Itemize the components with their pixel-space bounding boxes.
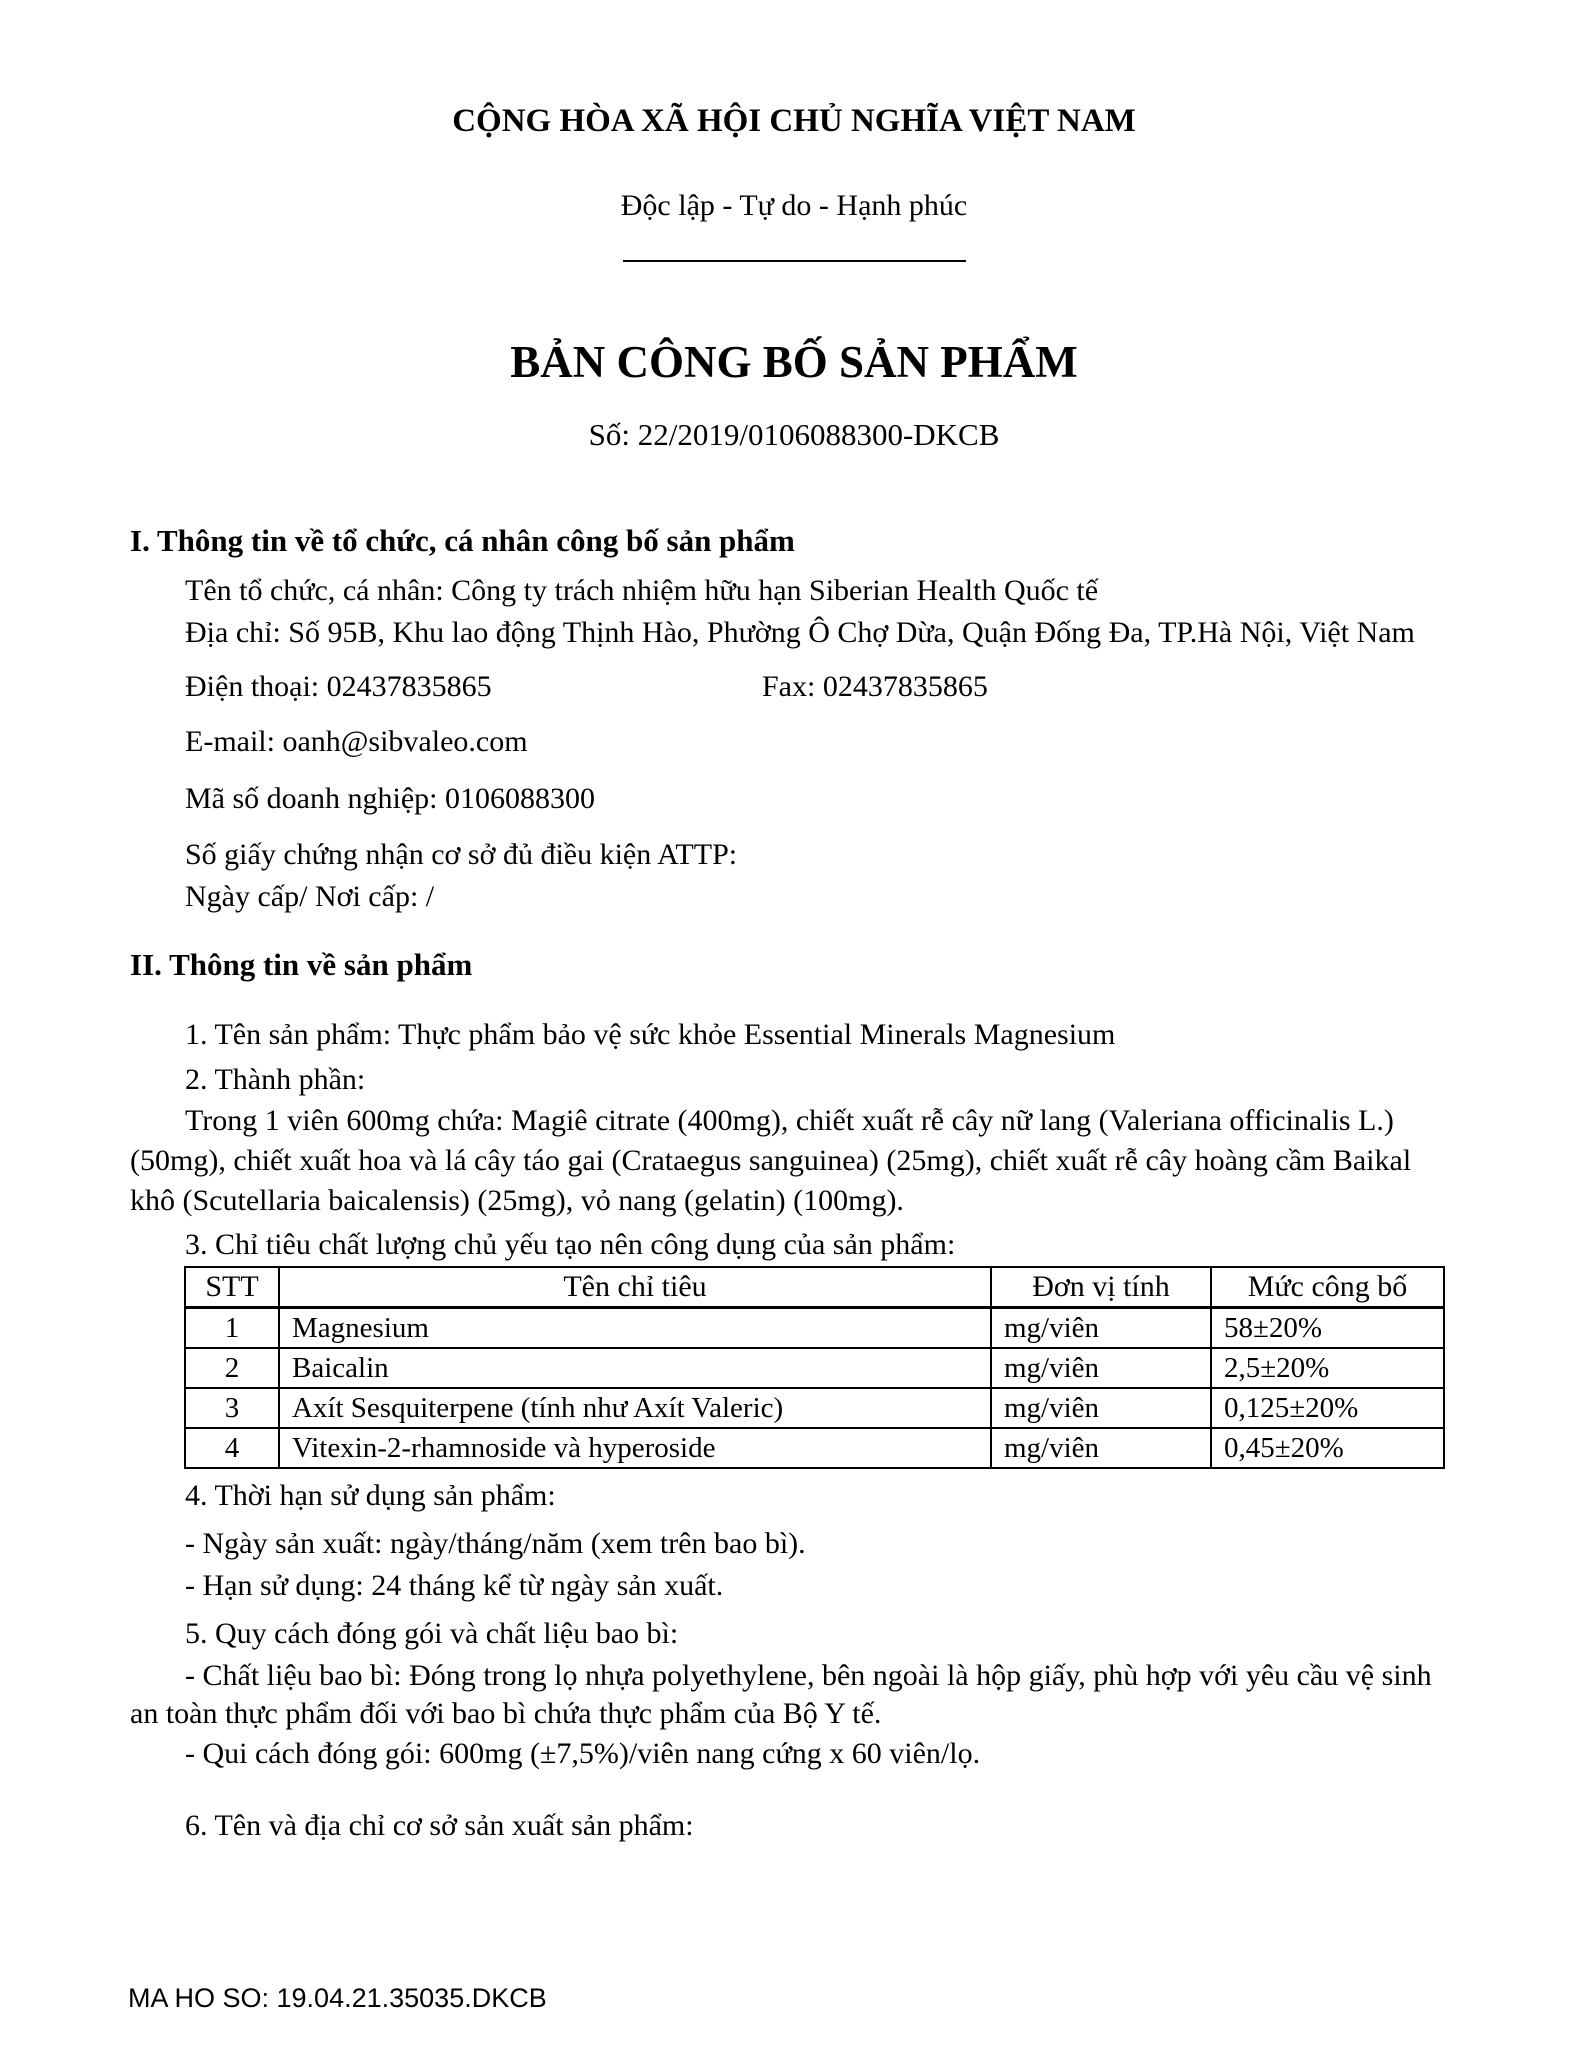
document-number: Số: 22/2019/0106088300-DKCB (588, 417, 1000, 452)
table-cell-stt: 3 (185, 1388, 279, 1428)
table-cell-criterion: Baicalin (279, 1348, 991, 1388)
org-address-line: Địa chỉ: Số 95B, Khu lao động Thịnh Hào, Phường Ô Chợ Dừa, Quận Đống Đa, TP.Hà Nội, Việt Nam (185, 616, 1415, 649)
mfg-date-line: - Ngày sản xuất: ngày/tháng/năm (xem trên bao bì). (185, 1527, 806, 1560)
table-cell-unit: mg/viên (991, 1428, 1211, 1468)
table-cell-level: 0,45±20% (1211, 1428, 1444, 1468)
table-cell-criterion: Vitexin-2-rhamnoside và hyperoside (279, 1428, 991, 1468)
national-motto-line: Độc lập - Tự do - Hạnh phúc (620, 189, 968, 222)
shelf-life-heading-line: 4. Thời hạn sử dụng sản phẩm: (185, 1479, 556, 1512)
org-name-line: Tên tổ chức, cá nhân: Công ty trách nhiệm hữu hạn Siberian Health Quốc tế (185, 574, 1099, 607)
table-cell-unit: mg/viên (991, 1388, 1211, 1428)
national-header-line: CỘNG HÒA XÃ HỘI CHỦ NGHĨA VIỆT NAM (452, 103, 1136, 139)
header-divider (623, 260, 966, 262)
table-cell-level: 0,125±20% (1211, 1388, 1444, 1428)
packaging-heading-line: 5. Quy cách đóng gói và chất liệu bao bì: (185, 1617, 679, 1650)
table-row (185, 1348, 1444, 1388)
document-title: BẢN CÔNG BỐ SẢN PHẨM (510, 337, 1078, 387)
table-header-unit: Đơn vị tính (991, 1267, 1211, 1308)
section-2-heading: II. Thông tin về sản phẩm (130, 947, 473, 982)
table-row (185, 1388, 1444, 1428)
table-row (185, 1428, 1444, 1468)
table-cell-criterion: Axít Sesquiterpene (tính như Axít Valeric) (279, 1388, 991, 1428)
table-cell-level: 2,5±20% (1211, 1348, 1444, 1388)
email-line: E-mail: oanh@sibvaleo.com (185, 725, 528, 758)
file-code-footer: MA HO SO: 19.04.21.35035.DKCB (128, 1983, 547, 2013)
packaging-material-paragraph: - Chất liệu bao bì: Đóng trong lọ nhựa polyethylene, bên ngoài là hộp giấy, phù hợp với yêu cầu vệ sinh an toàn thực phẩm đối với bao bì chứa thực phẩm của Bộ Y tế. (130, 1659, 1432, 1730)
packaging-spec-line: - Qui cách đóng gói: 600mg (±7,5%)/viên nang cứng x 60 viên/lọ. (185, 1737, 981, 1770)
section-1-heading: I. Thông tin về tổ chức, cá nhân công bố sản phẩm (130, 523, 795, 558)
ingredients-paragraph: Trong 1 viên 600mg chứa: Magiê citrate (400mg), chiết xuất rễ cây nữ lang (Valeriana officinalis L.) (50mg), chiết xuất hoa và lá cây táo gai (Crataegus sanguinea) (25mg), chiết xuất rễ cây hoàng cầm Baikal khô (Scutellaria baicalensis) (25mg), vỏ nang (gelatin) (100mg). (130, 1104, 1412, 1217)
table-cell-level: 58±20% (1211, 1308, 1444, 1349)
table-cell-unit: mg/viên (991, 1308, 1211, 1349)
quality-criteria-table (184, 1266, 1445, 1469)
issue-date-place-line: Ngày cấp/ Nơi cấp: / (185, 880, 435, 913)
phone-fax-row (130, 666, 1458, 708)
table-header-declared-level: Mức công bố (1211, 1267, 1444, 1308)
attp-certificate-line: Số giấy chứng nhận cơ sở đủ điều kiện ATTP: (185, 838, 738, 871)
table-cell-stt: 2 (185, 1348, 279, 1388)
table-cell-criterion: Magnesium (279, 1308, 991, 1349)
phone-line: Điện thoại: 02437835865 (185, 670, 492, 703)
table-header-stt: STT (185, 1267, 279, 1308)
business-code-line: Mã số doanh nghiệp: 0106088300 (185, 782, 595, 815)
product-name-line: 1. Tên sản phẩm: Thực phẩm bảo vệ sức khỏe Essential Minerals Magnesium (185, 1018, 1116, 1051)
table-cell-unit: mg/viên (991, 1348, 1211, 1388)
table-row (185, 1308, 1444, 1349)
table-header-criterion: Tên chỉ tiêu (279, 1267, 991, 1308)
expiry-line: - Hạn sử dụng: 24 tháng kể từ ngày sản xuất. (185, 1569, 724, 1602)
table-header-row (185, 1267, 1444, 1308)
manufacturer-heading-line: 6. Tên và địa chỉ cơ sở sản xuất sản phẩm: (185, 1809, 694, 1842)
ingredients-heading-line: 2. Thành phần: (185, 1063, 366, 1096)
table-cell-stt: 4 (185, 1428, 279, 1468)
table-cell-stt: 1 (185, 1308, 279, 1349)
quality-criteria-heading-line: 3. Chỉ tiêu chất lượng chủ yếu tạo nên công dụng của sản phẩm: (185, 1228, 956, 1261)
fax-line: Fax: 02437835865 (762, 670, 988, 703)
